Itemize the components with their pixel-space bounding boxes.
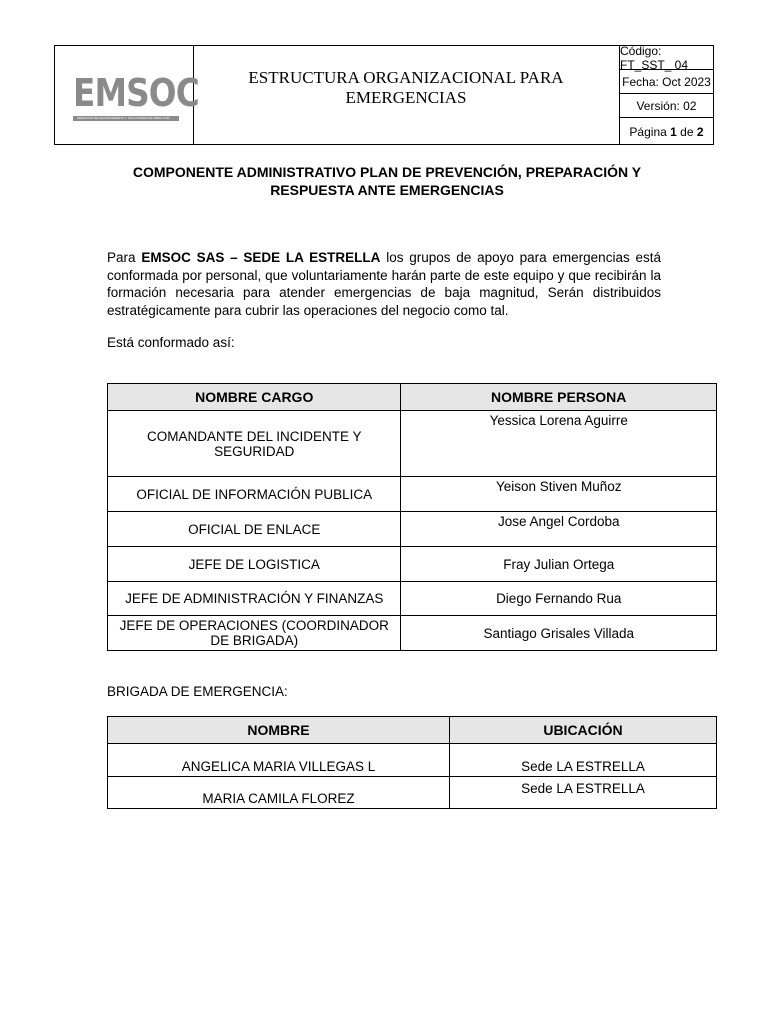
persona-cell: Diego Fernando Rua: [401, 582, 717, 616]
pagina: [620, 118, 713, 146]
header-title: ESTRUCTURA ORGANIZACIONAL PARA EMERGENCIAS: [248, 68, 564, 107]
company-logo: EMSOC: [73, 71, 199, 115]
nombre-cell: ANGELICA MARIA VILLEGAS L: [108, 744, 450, 777]
table-row: [108, 512, 717, 547]
cargo-cell: JEFE DE LOGISTICA: [108, 547, 401, 582]
roles-table: [107, 383, 717, 651]
brigada-label: BRIGADA DE EMERGENCIA:: [107, 684, 288, 699]
pagina-de: de: [680, 125, 694, 139]
document-header: [54, 45, 714, 145]
persona-cell: Santiago Grisales Villada: [401, 616, 717, 651]
para-company: EMSOC SAS – SEDE LA ESTRELLA: [141, 250, 381, 265]
ubicacion-cell: Sede LA ESTRELLA: [450, 777, 717, 809]
table-header-row: [108, 717, 717, 744]
table-header-row: [108, 384, 717, 411]
header-nombre-cargo: NOMBRE CARGO: [108, 384, 401, 411]
logo-cell: [55, 46, 199, 144]
cargo-cell: OFICIAL DE INFORMACIÓN PUBLICA: [108, 477, 401, 512]
persona-cell: Yeison Stiven Muñoz: [401, 477, 717, 512]
fecha: Fecha: Oct 2023: [620, 70, 713, 94]
pagina-num: 1: [670, 125, 677, 139]
brigade-table: [107, 716, 717, 809]
pagina-label: Página: [629, 125, 667, 139]
table-row: [108, 582, 717, 616]
table-row: [108, 744, 717, 777]
cargo-cell: JEFE DE OPERACIONES (COORDINADOR DE BRIGADA): [108, 616, 401, 651]
header-title-cell: [193, 46, 620, 144]
table-row: [108, 777, 717, 809]
table-row: [108, 411, 717, 477]
header-meta: [620, 43, 713, 144]
pagina-total: 2: [696, 125, 704, 139]
cargo-cell: COMANDANTE DEL INCIDENTE Y SEGURIDAD: [108, 411, 401, 477]
logo-tagline-bar: [73, 116, 179, 121]
persona-cell: Yessica Lorena Aguirre: [401, 411, 717, 477]
cargo-cell: OFICIAL DE ENLACE: [108, 512, 401, 547]
para-prefix: Para: [107, 250, 136, 265]
table-row: [108, 616, 717, 651]
para-body: los grupos de apoyo para emergencias está conformada por personal, que voluntariamente harán parte de este equipo y que recibirán la formación necesaria para atender emergencias de baja magnitud, Serán distribuidos estratégicamente para cubrir las operaciones del negocio como tal.: [107, 250, 661, 318]
persona-cell: Fray Julian Ortega: [401, 547, 717, 582]
intro-paragraph: [107, 249, 661, 319]
version: Versión: 02: [620, 94, 713, 118]
table-row: [108, 477, 717, 512]
codigo: Código: FT_SST_ 04: [620, 46, 713, 70]
nombre-cell: MARIA CAMILA FLOREZ: [108, 777, 450, 809]
ubicacion-cell: Sede LA ESTRELLA: [450, 744, 717, 777]
header-nombre: NOMBRE: [108, 717, 450, 744]
conformado-label: Está conformado así:: [107, 335, 235, 350]
header-ubicacion: UBICACIÓN: [450, 717, 717, 744]
document-title: COMPONENTE ADMINISTRATIVO PLAN DE PREVENCIÓN, PREPARACIÓN Y RESPUESTA ANTE EMERGENCIAS: [132, 164, 642, 198]
persona-cell: Jose Angel Cordoba: [401, 512, 717, 547]
cargo-cell: JEFE DE ADMINISTRACIÓN Y FINANZAS: [108, 582, 401, 616]
table-row: [108, 547, 717, 582]
logo-tagline: SERVICIOS DE MANTENIMIENTO Y SOLUCIONES DE OBRA CIVIL: [77, 116, 170, 120]
header-nombre-persona: NOMBRE PERSONA: [401, 384, 717, 411]
